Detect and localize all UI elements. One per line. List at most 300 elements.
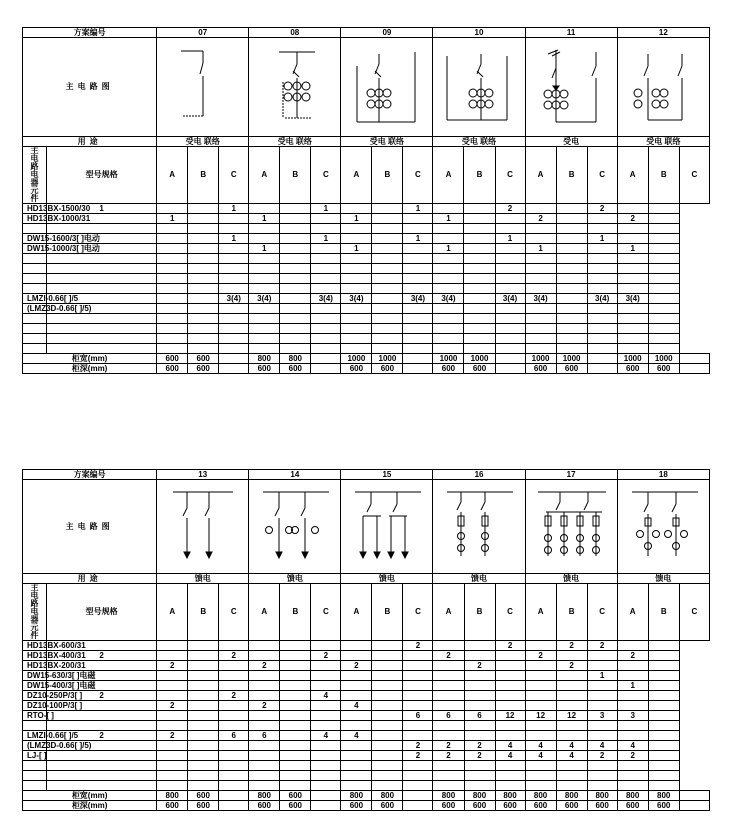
scheme-number-label: 方案编号 xyxy=(23,470,157,480)
usage-cell: 馈电 xyxy=(433,574,525,584)
component-side-label xyxy=(23,584,47,641)
quantity-cell xyxy=(617,781,648,791)
quantity-cell xyxy=(311,274,341,284)
depth-cell xyxy=(403,801,433,811)
phase-c: C xyxy=(311,147,341,204)
model-spec xyxy=(23,344,47,354)
quantity-cell xyxy=(341,711,372,721)
quantity-cell xyxy=(280,671,311,681)
quantity-cell xyxy=(495,324,525,334)
quantity-cell xyxy=(219,721,249,731)
quantity-cell xyxy=(587,214,617,224)
quantity-cell xyxy=(403,701,433,711)
quantity-cell xyxy=(249,751,280,761)
quantity-cell: 2 xyxy=(464,661,495,671)
quantity-cell xyxy=(280,294,311,304)
quantity-cell xyxy=(249,344,280,354)
quantity-cell xyxy=(188,751,219,761)
phase-a: A xyxy=(433,147,464,204)
quantity-cell xyxy=(648,344,679,354)
quantity-cell xyxy=(280,254,311,264)
quantity-cell xyxy=(372,641,403,651)
quantity-cell xyxy=(280,214,311,224)
component-row xyxy=(23,701,710,711)
quantity-cell: 2 xyxy=(556,661,587,671)
quantity-cell: 6 xyxy=(249,731,280,741)
quantity-cell xyxy=(617,254,648,264)
width-cell: 800 xyxy=(617,791,648,801)
quantity-cell xyxy=(188,781,219,791)
quantity-cell xyxy=(648,254,679,264)
component-row xyxy=(23,781,710,791)
quantity-cell xyxy=(403,284,433,294)
usage-cell: 受电 联络 xyxy=(433,137,525,147)
quantity-cell: 4 xyxy=(311,731,341,741)
quantity-cell: 2 xyxy=(433,651,464,661)
quantity-cell: 4 xyxy=(341,731,372,741)
quantity-cell xyxy=(525,304,556,314)
component-row xyxy=(23,264,710,274)
depth-cell: 600 xyxy=(157,801,188,811)
quantity-cell xyxy=(188,741,219,751)
scheme-number: 07 xyxy=(157,28,249,38)
component-row xyxy=(23,314,710,324)
quantity-cell xyxy=(617,264,648,274)
scheme-number-label: 方案编号 xyxy=(23,28,157,38)
quantity-cell xyxy=(556,314,587,324)
width-cell xyxy=(587,354,617,364)
width-cell xyxy=(311,791,341,801)
quantity-cell xyxy=(157,651,188,661)
quantity-cell xyxy=(249,691,280,701)
quantity-cell xyxy=(280,204,311,214)
quantity-cell: 1 xyxy=(525,244,556,254)
quantity-cell: 2 xyxy=(587,751,617,761)
quantity-cell: 3 xyxy=(617,711,648,721)
quantity-cell xyxy=(587,731,617,741)
phase-c: C xyxy=(679,584,709,641)
width-cell xyxy=(403,791,433,801)
component-row xyxy=(23,741,710,751)
quantity-cell xyxy=(495,721,525,731)
quantity-cell xyxy=(249,274,280,284)
quantity-cell xyxy=(372,741,403,751)
depth-cell: 600 xyxy=(556,801,587,811)
depth-cell: 600 xyxy=(341,801,372,811)
quantity-cell: 2 xyxy=(157,731,188,741)
model-header: 型号规格 xyxy=(47,584,157,641)
model-spec: DW15-1600/3[ ]电动 xyxy=(23,234,47,244)
quantity-cell xyxy=(188,761,219,771)
quantity-cell xyxy=(249,721,280,731)
quantity-cell xyxy=(464,274,495,284)
quantity-cell xyxy=(341,324,372,334)
depth-cell xyxy=(679,801,709,811)
quantity-cell xyxy=(47,314,157,324)
quantity-cell xyxy=(280,721,311,731)
quantity-cell xyxy=(525,641,556,651)
quantity-cell xyxy=(219,741,249,751)
model-spec: HD13BX-1500/30 xyxy=(23,204,47,214)
quantity-cell xyxy=(372,771,403,781)
quantity-cell: 2 xyxy=(495,204,525,214)
scheme-number: 08 xyxy=(249,28,341,38)
quantity-cell xyxy=(495,344,525,354)
quantity-cell: 2 xyxy=(403,641,433,651)
quantity-cell xyxy=(188,681,219,691)
diagram-label: 主电路图 xyxy=(23,480,157,574)
quantity-cell xyxy=(249,314,280,324)
usage-cell: 馈电 xyxy=(249,574,341,584)
quantity-cell xyxy=(587,771,617,781)
phase-b: B xyxy=(280,584,311,641)
quantity-cell xyxy=(403,214,433,224)
quantity-cell xyxy=(311,641,341,651)
width-cell: 600 xyxy=(188,791,219,801)
quantity-cell xyxy=(280,751,311,761)
component-row xyxy=(23,304,710,314)
quantity-cell xyxy=(372,731,403,741)
quantity-cell xyxy=(403,344,433,354)
quantity-cell xyxy=(648,731,679,741)
quantity-cell xyxy=(556,244,587,254)
quantity-cell xyxy=(464,691,495,701)
quantity-cell xyxy=(157,741,188,751)
quantity-cell xyxy=(525,254,556,264)
component-row xyxy=(23,344,710,354)
quantity-cell xyxy=(47,344,157,354)
quantity-cell xyxy=(219,314,249,324)
quantity-cell: 2 xyxy=(433,751,464,761)
quantity-cell xyxy=(648,641,679,651)
quantity-cell xyxy=(372,701,403,711)
quantity-cell xyxy=(311,761,341,771)
quantity-cell xyxy=(157,344,188,354)
phase-b: B xyxy=(556,147,587,204)
quantity-cell: 2 xyxy=(464,741,495,751)
quantity-cell xyxy=(157,244,188,254)
quantity-cell: 1 xyxy=(219,234,249,244)
quantity-cell xyxy=(372,314,403,324)
scheme-number-row xyxy=(23,28,710,38)
quantity-cell xyxy=(587,274,617,284)
quantity-cell xyxy=(403,254,433,264)
quantity-cell xyxy=(495,691,525,701)
quantity-cell xyxy=(311,314,341,324)
quantity-cell xyxy=(188,641,219,651)
quantity-cell xyxy=(47,711,157,721)
component-row xyxy=(23,731,710,741)
quantity-cell xyxy=(617,234,648,244)
phase-a: A xyxy=(525,147,556,204)
circuit-diagram-10-svg xyxy=(433,38,525,136)
quantity-cell: 3(4) xyxy=(403,294,433,304)
width-cell: 600 xyxy=(157,354,188,364)
quantity-cell xyxy=(587,691,617,701)
quantity-cell xyxy=(47,264,157,274)
depth-cell: 600 xyxy=(280,364,311,374)
quantity-cell xyxy=(372,711,403,721)
quantity-cell xyxy=(464,224,495,234)
quantity-cell xyxy=(341,741,372,751)
side-label-text: 主 电 路 电 器 元 件 xyxy=(30,583,39,640)
quantity-cell xyxy=(372,691,403,701)
quantity-cell xyxy=(280,641,311,651)
quantity-cell xyxy=(495,781,525,791)
width-cell: 600 xyxy=(280,791,311,801)
width-cell xyxy=(219,354,249,364)
quantity-cell xyxy=(617,334,648,344)
usage-cell: 馈电 xyxy=(157,574,249,584)
quantity-cell xyxy=(249,671,280,681)
quantity-cell xyxy=(280,661,311,671)
quantity-cell xyxy=(47,781,157,791)
quantity-cell xyxy=(587,244,617,254)
quantity-cell: 4 xyxy=(311,691,341,701)
depth-cell: 600 xyxy=(188,801,219,811)
quantity-cell xyxy=(433,264,464,274)
quantity-cell: 3(4) xyxy=(495,294,525,304)
quantity-cell xyxy=(280,771,311,781)
component-row xyxy=(23,761,710,771)
quantity-cell xyxy=(372,224,403,234)
quantity-cell: 2 xyxy=(525,214,556,224)
quantity-cell xyxy=(157,681,188,691)
quantity-cell xyxy=(47,751,157,761)
quantity-cell xyxy=(188,294,219,304)
quantity-cell xyxy=(249,254,280,264)
quantity-cell: 4 xyxy=(525,751,556,761)
quantity-cell xyxy=(249,681,280,691)
depth-cell: 600 xyxy=(372,364,403,374)
quantity-cell xyxy=(341,264,372,274)
quantity-cell xyxy=(617,641,648,651)
component-row xyxy=(23,274,710,284)
quantity-cell: 2 xyxy=(157,701,188,711)
quantity-cell xyxy=(525,274,556,284)
quantity-cell xyxy=(433,721,464,731)
width-cell xyxy=(403,354,433,364)
model-spec: (LMZ3D-0.66[ ]/5) xyxy=(23,741,47,751)
quantity-cell: 4 xyxy=(525,741,556,751)
component-row xyxy=(23,711,710,721)
quantity-cell xyxy=(47,334,157,344)
quantity-cell xyxy=(403,324,433,334)
quantity-cell xyxy=(188,274,219,284)
quantity-cell xyxy=(648,264,679,274)
depth-cell: 600 xyxy=(249,801,280,811)
quantity-cell xyxy=(311,214,341,224)
quantity-cell xyxy=(188,344,219,354)
quantity-cell xyxy=(617,284,648,294)
quantity-cell xyxy=(525,661,556,671)
model-spec xyxy=(23,274,47,284)
quantity-cell xyxy=(280,274,311,284)
phase-c: C xyxy=(219,584,249,641)
quantity-cell xyxy=(495,264,525,274)
quantity-cell: 4 xyxy=(617,741,648,751)
usage-cell: 馈电 xyxy=(341,574,433,584)
quantity-cell xyxy=(372,651,403,661)
quantity-cell xyxy=(556,234,587,244)
quantity-cell xyxy=(433,641,464,651)
phase-b: B xyxy=(648,147,679,204)
quantity-cell xyxy=(525,671,556,681)
quantity-cell: 3(4) xyxy=(341,294,372,304)
quantity-cell xyxy=(311,781,341,791)
width-cell: 1000 xyxy=(648,354,679,364)
quantity-cell xyxy=(617,671,648,681)
quantity-cell xyxy=(587,304,617,314)
quantity-cell: 6 xyxy=(464,711,495,721)
quantity-cell xyxy=(525,691,556,701)
quantity-cell xyxy=(464,334,495,344)
circuit-diagram-10 xyxy=(433,38,525,137)
quantity-cell xyxy=(219,244,249,254)
quantity-cell xyxy=(433,761,464,771)
quantity-cell xyxy=(495,701,525,711)
quantity-cell xyxy=(311,741,341,751)
quantity-cell xyxy=(188,701,219,711)
quantity-cell xyxy=(280,691,311,701)
component-row xyxy=(23,751,710,761)
quantity-cell: 1 xyxy=(403,204,433,214)
quantity-cell xyxy=(556,204,587,214)
quantity-cell xyxy=(311,334,341,344)
quantity-cell xyxy=(157,771,188,781)
quantity-cell xyxy=(587,344,617,354)
quantity-cell xyxy=(249,324,280,334)
depth-label: 柜深(mm) xyxy=(23,801,157,811)
scheme-number: 16 xyxy=(433,470,525,480)
phase-b: B xyxy=(464,147,495,204)
circuit-diagram-15-svg xyxy=(341,480,433,573)
quantity-cell: 1 xyxy=(433,244,464,254)
depth-cell: 600 xyxy=(495,801,525,811)
quantity-cell xyxy=(433,204,464,214)
quantity-cell xyxy=(188,721,219,731)
quantity-cell xyxy=(495,761,525,771)
quantity-cell xyxy=(556,334,587,344)
scheme-table-2 xyxy=(22,469,710,811)
quantity-cell xyxy=(556,324,587,334)
quantity-cell xyxy=(157,711,188,721)
quantity-cell xyxy=(188,304,219,314)
quantity-cell xyxy=(311,344,341,354)
quantity-cell: 12 xyxy=(556,711,587,721)
model-spec: DW15-1000/3[ ]电动 xyxy=(23,244,47,254)
quantity-cell xyxy=(341,274,372,284)
quantity-cell xyxy=(587,324,617,334)
quantity-cell xyxy=(525,761,556,771)
quantity-cell xyxy=(556,284,587,294)
quantity-cell xyxy=(525,781,556,791)
quantity-cell xyxy=(648,274,679,284)
quantity-cell xyxy=(525,771,556,781)
quantity-cell xyxy=(372,751,403,761)
quantity-cell: 3(4) xyxy=(525,294,556,304)
circuit-diagram-17 xyxy=(525,480,617,574)
quantity-cell: 2 xyxy=(617,214,648,224)
quantity-cell xyxy=(249,651,280,661)
quantity-cell xyxy=(249,781,280,791)
quantity-cell xyxy=(403,731,433,741)
depth-cell: 600 xyxy=(556,364,587,374)
quantity-cell: 2 xyxy=(249,701,280,711)
width-cell: 800 xyxy=(648,791,679,801)
quantity-cell xyxy=(188,661,219,671)
quantity-cell xyxy=(617,691,648,701)
quantity-cell xyxy=(433,254,464,264)
quantity-cell xyxy=(617,274,648,284)
quantity-cell xyxy=(219,344,249,354)
width-cell: 800 xyxy=(525,791,556,801)
quantity-cell xyxy=(372,294,403,304)
circuit-diagram-07 xyxy=(157,38,249,137)
component-row xyxy=(23,244,710,254)
depth-cell: 600 xyxy=(372,801,403,811)
quantity-cell xyxy=(403,771,433,781)
width-cell: 800 xyxy=(495,791,525,801)
quantity-cell: 2 xyxy=(47,731,157,741)
quantity-cell xyxy=(617,344,648,354)
quantity-cell: 4 xyxy=(587,741,617,751)
quantity-cell xyxy=(464,214,495,224)
quantity-cell xyxy=(219,274,249,284)
quantity-cell: 1 xyxy=(311,234,341,244)
phase-c: C xyxy=(403,147,433,204)
circuit-diagram-13 xyxy=(157,480,249,574)
quantity-cell xyxy=(648,691,679,701)
quantity-cell xyxy=(372,344,403,354)
circuit-diagram-11 xyxy=(525,38,617,137)
diagram-row xyxy=(23,38,710,137)
component-row xyxy=(23,224,710,234)
quantity-cell xyxy=(433,334,464,344)
quantity-cell xyxy=(433,314,464,324)
quantity-cell xyxy=(617,324,648,334)
quantity-cell xyxy=(249,334,280,344)
quantity-cell xyxy=(464,234,495,244)
quantity-cell xyxy=(280,731,311,741)
quantity-cell xyxy=(464,731,495,741)
quantity-cell xyxy=(47,771,157,781)
quantity-cell xyxy=(464,671,495,681)
circuit-diagram-09-svg xyxy=(341,38,433,136)
quantity-cell xyxy=(525,731,556,741)
quantity-cell xyxy=(219,284,249,294)
quantity-cell xyxy=(433,681,464,691)
quantity-cell xyxy=(311,751,341,761)
quantity-cell: 2 xyxy=(433,741,464,751)
quantity-cell: 2 xyxy=(587,204,617,214)
quantity-cell xyxy=(403,721,433,731)
component-row xyxy=(23,651,710,661)
quantity-cell xyxy=(433,234,464,244)
quantity-cell xyxy=(556,691,587,701)
phase-b: B xyxy=(372,147,403,204)
quantity-cell xyxy=(556,781,587,791)
quantity-cell xyxy=(219,771,249,781)
width-cell: 1000 xyxy=(372,354,403,364)
quantity-cell xyxy=(372,304,403,314)
quantity-cell xyxy=(464,284,495,294)
phase-a: A xyxy=(525,584,556,641)
width-row xyxy=(23,791,710,801)
quantity-cell xyxy=(648,284,679,294)
quantity-cell xyxy=(403,274,433,284)
quantity-cell xyxy=(188,234,219,244)
